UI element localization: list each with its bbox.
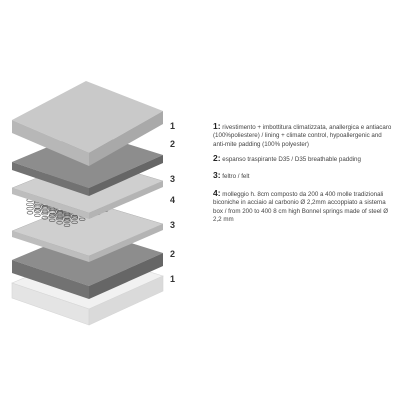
- legend-item-3: [213, 171, 395, 181]
- legend-text: rivestimento + imbottitura climatizzata, anallergica e antiacaro (100%poliestere) / lining + climate control, hypoallergenic and anti-mite padding (100% polyester): [213, 124, 392, 148]
- layer-number-2-bottom: 2: [170, 249, 176, 259]
- legend-text: espanso traspirante D35 / D35 breathable padding: [222, 156, 361, 163]
- layer-number-2-top: 2: [170, 139, 176, 149]
- layer-number-1-top: 1: [170, 121, 176, 131]
- layer-number-1-bottom: 1: [170, 274, 176, 284]
- legend-text: feltro / felt: [222, 173, 250, 180]
- legend-text: molleggio h. 8cm composto da 200 a 400 molle tradizionali biconiche in acciaio al carbonio Ø 2,2mm accoppiato a sistema box / from 200 to 400 8 cm high Bonnel springs made of steel Ø 2,2 mm: [213, 191, 389, 224]
- legend-number: 4:: [213, 188, 221, 198]
- layer-number-3-top: 3: [170, 174, 176, 184]
- legend-item-2: [213, 154, 395, 164]
- legend-number: 1:: [213, 121, 221, 131]
- layer-number-4: 4: [170, 195, 176, 205]
- legend-number: 2:: [213, 153, 221, 163]
- legend-item-1: [213, 122, 395, 149]
- legend-number: 3:: [213, 170, 221, 180]
- legend-item-4: [213, 189, 395, 225]
- layer-number-3-bottom: 3: [170, 220, 176, 230]
